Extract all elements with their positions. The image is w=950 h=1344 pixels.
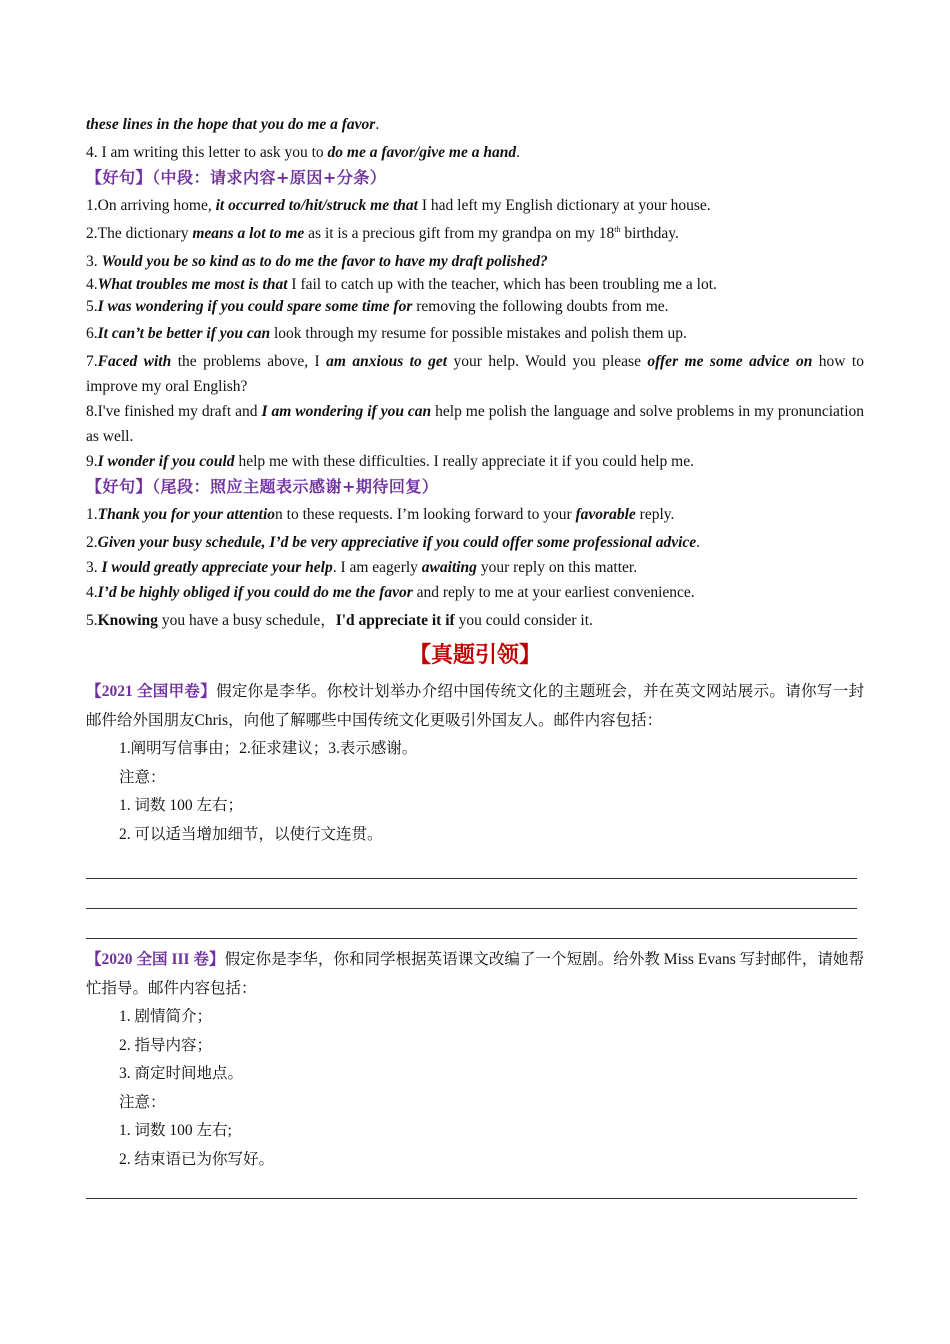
ending-sentence-2: 2.Given your busy schedule, I’d be very appreciative if you could offer some professional advice. bbox=[86, 534, 701, 551]
answer-line[interactable] bbox=[86, 879, 857, 909]
ending-sentence-5: 5.Knowing you have a busy schedule，I'd appreciate it if you could consider it. bbox=[86, 612, 593, 629]
task-2-tag: 【2020 全国 III 卷】 bbox=[86, 951, 225, 968]
task-2-point-2: 2. 指导内容； bbox=[119, 1036, 213, 1054]
task-1 bbox=[86, 677, 864, 735]
intro-item-4: 4. I am writing this letter to ask you to do me a favor/give me a hand. bbox=[86, 144, 520, 161]
answer-line[interactable] bbox=[86, 849, 857, 879]
document-page bbox=[86, 112, 864, 1199]
ending-sentence-4: 4.I’d be highly obliged if you could do me the favor and reply to me at your earliest convenience. bbox=[86, 584, 695, 601]
task-2 bbox=[86, 945, 864, 1003]
task-1-note-2: 2. 可以适当增加细节，以使行文连贯。 bbox=[119, 825, 383, 843]
task-2-note: 注意： bbox=[119, 1093, 166, 1111]
middle-heading: 【好句】（中段：请求内容+原因+分条） bbox=[86, 168, 387, 187]
middle-sentence-7: 7.Faced with the problems above, I am anxious to get your help. Would you please offer me some advice on how to improve my oral English? bbox=[86, 353, 864, 395]
intro-tail-line: these lines in the hope that you do me a favor. bbox=[86, 116, 380, 133]
middle-sentence-4: 4.What troubles me most is that I fail to catch up with the teacher, which has been troubling me a lot. bbox=[86, 276, 717, 293]
task-1-points: 1.阐明写信事由；2.征求建议；3.表示感谢。 bbox=[119, 740, 418, 757]
middle-sentence-8: 8.I've finished my draft and I am wondering if you can help me polish the language and solve problems in my pronunciation as well. bbox=[86, 403, 864, 445]
task-1-note-1: 1. 词数 100 左右； bbox=[119, 797, 244, 814]
task-1-tag: 【2021 全国甲卷】 bbox=[86, 683, 217, 700]
ending-sentence-3: 3. I would greatly appreciate your help. I am eagerly awaiting your reply on this matter. bbox=[86, 559, 638, 576]
middle-sentence-3: 3. Would you be so kind as to do me the favor to have my draft polished? bbox=[86, 253, 548, 270]
task-2-note-2: 2. 结束语已为你写好。 bbox=[119, 1150, 275, 1168]
ending-heading: 【好句】（尾段：照应主题表示感谢+期待回复） bbox=[86, 477, 439, 496]
task-2-note-1: 1. 词数 100 左右; bbox=[119, 1122, 232, 1139]
middle-sentence-5: 5.I was wondering if you could spare some time for removing the following doubts from me. bbox=[86, 298, 669, 315]
ending-sentence-1: 1.Thank you for your attention to these requests. I’m looking forward to your favorable reply. bbox=[86, 506, 675, 523]
middle-sentence-1: 1.On arriving home, it occurred to/hit/struck me that I had left my English dictionary at your house. bbox=[86, 197, 711, 214]
task-1-note: 注意： bbox=[119, 768, 166, 786]
task-2-point-3: 3. 商定时间地点。 bbox=[119, 1065, 244, 1082]
section-title: 【真题引领】 bbox=[408, 643, 541, 668]
task-2-point-1: 1. 剧情简介； bbox=[119, 1008, 213, 1025]
answer-line[interactable] bbox=[86, 909, 857, 939]
task-1-body: 假定你是李华。你校计划举办介绍中国传统文化的主题班会，并在英文网站展示。请你写一封邮件给外国朋友Chris，向他了解哪些中国传统文化更吸引外国友人。邮件内容包括： bbox=[86, 683, 864, 729]
middle-sentence-2: 2.The dictionary means a lot to me as it is a precious gift from my grandpa on my 18th birthday. bbox=[86, 224, 679, 242]
middle-sentence-9: 9.I wonder if you could help me with these difficulties. I really appreciate it if you could help me. bbox=[86, 453, 694, 470]
task-2-body: 假定你是李华，你和同学根据英语课文改编了一个短剧。给外教 Miss Evans 写封邮件，请她帮忙指导。邮件内容包括： bbox=[86, 951, 864, 997]
answer-line[interactable] bbox=[86, 1174, 857, 1199]
middle-sentence-6: 6.It can’t be better if you can look through my resume for possible mistakes and polish them up. bbox=[86, 325, 687, 342]
